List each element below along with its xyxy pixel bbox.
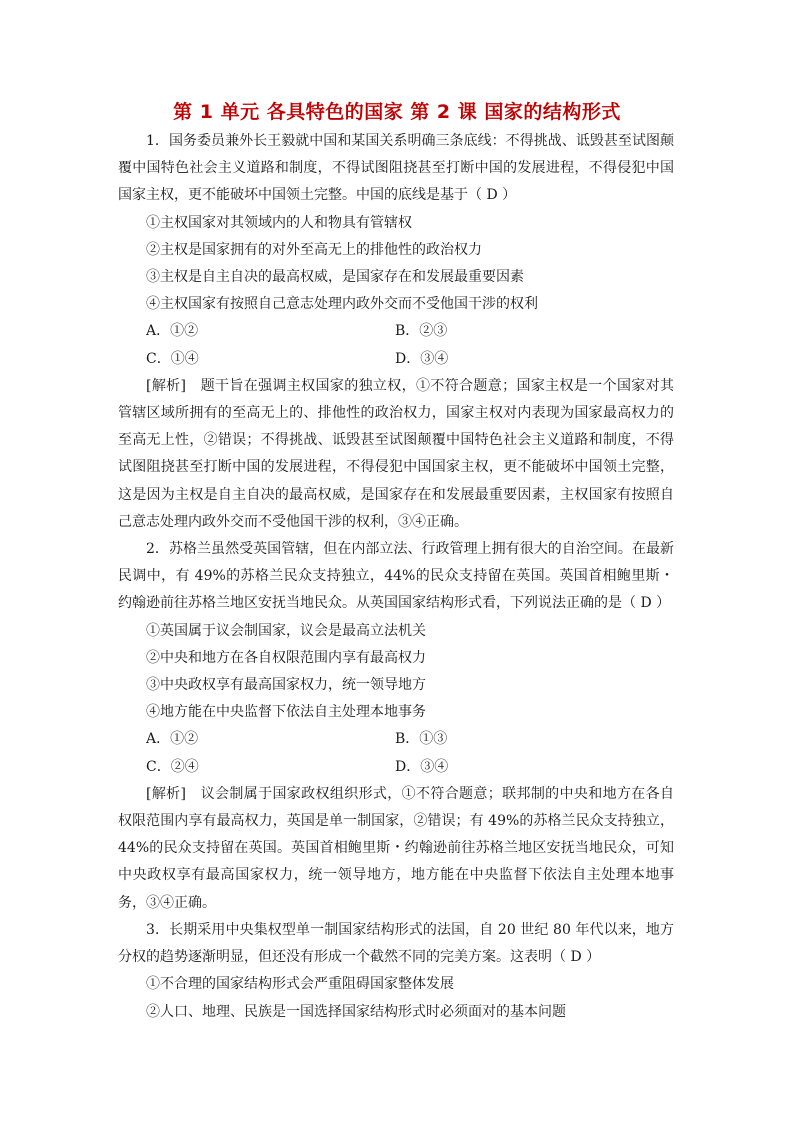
option-item: ②主权是国家拥有的对外至高无上的排他性的政治权力 [146,241,482,258]
option-item: ④地方能在中央监督下依法自主处理本地事务 [146,704,426,721]
choice-c: C．②④ [146,758,199,775]
option-item: ②人口、地理、民族是一国选择国家结构形式时必须面对的基本问题 [146,1003,566,1020]
question-stem: 3．长期采用中央集权型单一制国家结构形式的法国，自 20 世纪 80 年代以来，地方分权的趋势逐渐明显，但还没有形成一个截然不同的完美方案。这表明（ D ） [118,921,674,966]
analysis-text: [解析] 议会制属于国家政权组织形式，①不符合题意；联邦制的中央和地方在各自权限范围内享有最高权力，英国是单一制国家，②错误；有 49%的苏格兰民众支持独立，44%的民众支持留在英国。英国首相鲍里斯・约翰逊前往苏格兰地区安抚当地民众，可知中央政权享有最高国家权力，统一领导地方，地方能在中央监督下依法自主处理本地事务，③④正确。 [118,785,674,911]
option-item: ④主权国家有按照自己意志处理内政外交而不受他国干涉的权利 [146,296,538,313]
choice-row [118,754,674,781]
option-item: ③中央政权享有最高国家权力，统一领导地方 [146,677,426,694]
choice-a: A．①② [146,323,199,340]
option-item: ①不合理的国家结构形式会严重阻碍国家整体发展 [146,976,454,993]
question-stem: 2．苏格兰虽然受英国管辖，但在内部立法、行政管理上拥有很大的自治空间。在最新民调中，有 49%的苏格兰民众支持独立，44%的民众支持留在英国。英国首相鲍里斯・约翰逊前往苏格兰地区安抚当地民众。从英国国家结构形式看，下列说法正确的是（ D ） [118,541,674,612]
question-2 [118,536,674,917]
question-3 [118,917,674,1026]
choice-row [118,726,674,753]
choice-d: D．③④ [395,350,449,367]
option-item: ①主权国家对其领域内的人和物具有管辖权 [146,214,412,231]
choice-row [118,318,674,345]
choice-b: B．①③ [395,731,448,748]
option-item: ②中央和地方在各自权限范围内享有最高权力 [146,649,426,666]
choice-a: A．①② [146,731,199,748]
question-1 [118,128,674,536]
option-item: ③主权是自主自决的最高权威，是国家存在和发展最重要因素 [146,269,524,286]
option-item: ①英国属于议会制国家，议会是最高立法机关 [146,622,426,639]
document-body [118,128,674,1026]
choice-d: D．③④ [395,758,449,775]
page-title: 第 1 单元 各具特色的国家 第 2 课 国家的结构形式 [173,101,621,123]
question-stem: 1．国务委员兼外长王毅就中国和某国关系明确三条底线：不得挑战、诋毁甚至试图颠覆中国特色社会主义道路和制度，不得试图阻挠甚至打断中国的发展进程，不得侵犯中国国家主权，更不能破坏中国领土完整。中国的底线是基于（ D ） [118,133,674,204]
analysis-text: [解析] 题干旨在强调主权国家的独立权，①不符合题意；国家主权是一个国家对其管辖区域所拥有的至高无上的、排他性的政治权力，国家主权对内表现为国家最高权力的至高无上性，②错误；不得挑战、诋毁甚至试图颠覆中国特色社会主义道路和制度，不得试图阻挠甚至打断中国的发展进程，不得侵犯中国国家主权，更不能破坏中国领土完整，这是因为主权是自主自决的最高权威，是国家存在和发展最重要因素，主权国家有按照自己意志处理内政外交而不受他国干涉的权利，③④正确。 [118,377,674,530]
choice-c: C．①④ [146,350,199,367]
choice-b: B．②③ [395,323,448,340]
choice-row [118,346,674,373]
